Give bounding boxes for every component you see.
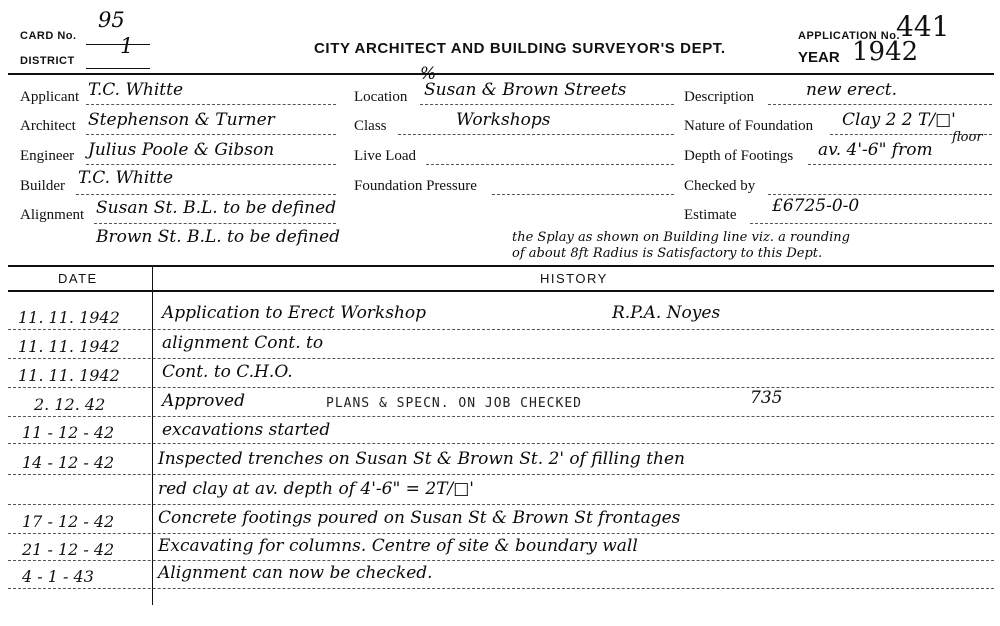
history-entry: Concrete footings poured on Susan St & Brown St frontages [158,508,681,528]
district-underline [86,68,150,69]
history-row-line [8,416,994,417]
architect-value: Stephenson & Turner [88,110,275,130]
district-value: 1 [120,34,134,58]
location-line [420,104,674,105]
depth-of-footings-note: floor [952,130,983,145]
history-date: 21 - 12 - 42 [22,540,115,559]
location-value: Susan & Brown Streets [424,80,627,100]
alignment-value-2: Brown St. B.L. to be defined [96,227,341,247]
checked-by-label: Checked by [684,178,756,194]
history-entry: Inspected trenches on Susan St & Brown St. 2' of filling then [158,449,686,469]
history-row-line [8,387,994,388]
description-value: new erect. [806,80,897,100]
engineer-line [86,164,336,165]
location-prefix: % [420,64,437,84]
builder-label: Builder [20,178,65,194]
history-header-rule [8,290,994,292]
card-no-value: 95 [98,8,125,32]
history-row-line [8,358,994,359]
live-load-line [426,164,674,165]
history-date: 14 - 12 - 42 [22,453,115,472]
builder-line [76,194,336,195]
class-label: Class [354,118,387,134]
foundation-pressure-label: Foundation Pressure [354,178,477,194]
alignment-line [94,223,336,224]
application-label: APPLICATION No. [798,30,901,42]
history-date: 11. 11. 1942 [18,366,120,385]
history-row-line [8,329,994,330]
engineer-label: Engineer [20,148,75,164]
nature-of-foundation-label: Nature of Foundation [684,118,814,134]
applicant-value: T.C. Whitte [88,80,184,100]
history-entry-continued: red clay at av. depth of 4'-6" = 2T/□' [158,479,474,499]
history-entry: Alignment can now be checked. [158,563,433,583]
depth-of-footings-value: av. 4'-6" from [818,140,933,160]
department-title: CITY ARCHITECT AND BUILDING SURVEYOR'S DEPT. [314,40,726,57]
engineer-value: Julius Poole & Gibson [88,140,275,160]
approval-stamp: PLANS & SPECN. ON JOB CHECKED [326,396,582,411]
application-value: 441 [896,10,950,43]
alignment-value: Susan St. B.L. to be defined [96,198,337,218]
history-entry: excavations started [162,420,331,440]
description-label: Description [684,89,754,105]
architect-label: Architect [20,118,76,134]
year-label: YEAR [798,49,840,66]
history-row-line [8,474,994,475]
splay-note-line-1: the Splay as shown on Building line viz. a rounding [512,230,850,245]
location-label: Location [354,89,408,105]
history-entry: Approved [162,391,245,411]
history-date: 4 - 1 - 43 [22,567,94,586]
history-top-rule [8,265,994,267]
district-label: DISTRICT [20,55,75,67]
builder-value: T.C. Whitte [78,168,174,188]
history-entry-extra: 735 [750,388,783,408]
history-row-line [8,504,994,505]
live-load-label: Live Load [354,148,417,164]
date-column-header: DATE [58,271,98,286]
checked-by-line [768,194,992,195]
history-entry-extra: R.P.A. Noyes [612,303,721,323]
history-row-line [8,560,994,561]
estimate-label: Estimate [684,207,737,223]
card-no-underline [86,44,150,45]
foundation-pressure-line [492,194,674,195]
architect-line [86,134,336,135]
estimate-value: £6725-0-0 [772,196,860,216]
history-column-divider [152,265,153,605]
history-date: 2. 12. 42 [34,395,106,414]
history-row-line [8,533,994,534]
history-entry: Cont. to C.H.O. [162,362,293,382]
applicant-label: Applicant [20,89,80,105]
history-date: 11. 11. 1942 [18,308,120,327]
history-entry: Excavating for columns. Centre of site & boundary wall [158,536,638,556]
depth-of-footings-line [808,164,992,165]
class-value: Workshops [456,110,551,130]
applicant-line [86,104,336,105]
alignment-label: Alignment [20,207,85,223]
depth-of-footings-label: Depth of Footings [684,148,794,164]
history-date: 17 - 12 - 42 [22,512,115,531]
history-entry: alignment Cont. to [162,333,324,353]
card-no-label: CARD No. [20,30,77,42]
year-value: 1942 [852,37,919,67]
history-date: 11. 11. 1942 [18,337,120,356]
history-row-line [8,443,994,444]
description-line [768,104,992,105]
history-entry: Application to Erect Workshop [162,303,427,323]
estimate-line [750,223,992,224]
nature-of-foundation-value: Clay 2 2 T/□' [842,110,956,130]
history-date: 11 - 12 - 42 [22,423,115,442]
splay-note-line-2: of about 8ft Radius is Satisfactory to this Dept. [512,246,823,261]
history-column-header: HISTORY [540,271,608,286]
header-rule [8,73,994,75]
history-row-line [8,588,994,589]
class-line [398,134,674,135]
